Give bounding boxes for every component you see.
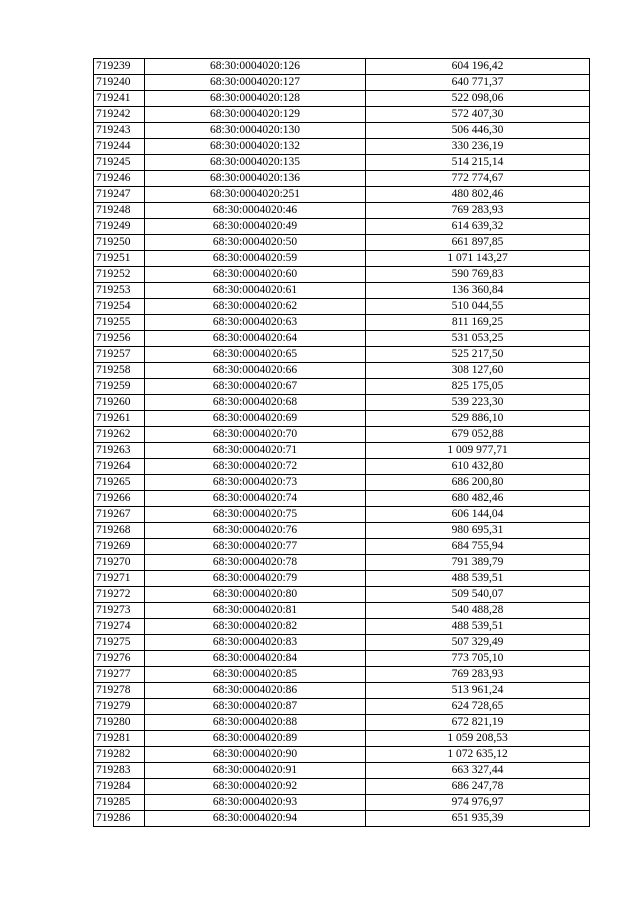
cadastral-value-cell: 1 071 143,27 [366,251,590,267]
cadastral-value-cell: 1 059 208,53 [366,731,590,747]
cadastral-number-cell: 68:30:0004020:90 [145,747,366,763]
cadastral-value-cell: 811 169,25 [366,315,590,331]
table-row [94,731,590,747]
record-number-cell: 719275 [94,635,145,651]
table-row [94,283,590,299]
cadastral-value-cell: 980 695,31 [366,523,590,539]
cadastral-number-cell: 68:30:0004020:76 [145,523,366,539]
cadastral-number-cell: 68:30:0004020:127 [145,75,366,91]
table-row [94,763,590,779]
record-number-cell: 719271 [94,571,145,587]
record-number-cell: 719265 [94,475,145,491]
record-number-cell: 719257 [94,347,145,363]
table-row [94,235,590,251]
table-row [94,203,590,219]
cadastral-number-cell: 68:30:0004020:81 [145,603,366,619]
table-row [94,107,590,123]
cadastral-value-cell: 1 072 635,12 [366,747,590,763]
record-number-cell: 719266 [94,491,145,507]
cadastral-number-cell: 68:30:0004020:50 [145,235,366,251]
record-number-cell: 719258 [94,363,145,379]
cadastral-number-cell: 68:30:0004020:66 [145,363,366,379]
table-row [94,331,590,347]
record-number-cell: 719241 [94,91,145,107]
record-number-cell: 719245 [94,155,145,171]
record-number-cell: 719279 [94,699,145,715]
table-row [94,395,590,411]
record-number-cell: 719261 [94,411,145,427]
cadastral-number-cell: 68:30:0004020:251 [145,187,366,203]
cadastral-number-cell: 68:30:0004020:136 [145,171,366,187]
record-number-cell: 719264 [94,459,145,475]
cadastral-value-cell: 791 389,79 [366,555,590,571]
cadastral-number-cell: 68:30:0004020:69 [145,411,366,427]
cadastral-number-cell: 68:30:0004020:88 [145,715,366,731]
table-row [94,795,590,811]
cadastral-value-cell: 507 329,49 [366,635,590,651]
cadastral-number-cell: 68:30:0004020:86 [145,683,366,699]
table-row [94,187,590,203]
table-row [94,667,590,683]
cadastral-value-cell: 509 540,07 [366,587,590,603]
cadastral-value-cell: 686 200,80 [366,475,590,491]
cadastral-number-cell: 68:30:0004020:94 [145,811,366,827]
table-row [94,683,590,699]
cadastral-number-cell: 68:30:0004020:63 [145,315,366,331]
table-row [94,251,590,267]
cadastral-number-cell: 68:30:0004020:126 [145,59,366,75]
cadastral-number-cell: 68:30:0004020:67 [145,379,366,395]
cadastral-value-cell: 661 897,85 [366,235,590,251]
record-number-cell: 719274 [94,619,145,635]
cadastral-value-cell: 540 488,28 [366,603,590,619]
cadastral-value-cell: 531 053,25 [366,331,590,347]
cadastral-value-cell: 610 432,80 [366,459,590,475]
cadastral-number-cell: 68:30:0004020:83 [145,635,366,651]
cadastral-number-cell: 68:30:0004020:64 [145,331,366,347]
document-page [93,58,590,827]
record-number-cell: 719244 [94,139,145,155]
cadastral-value-cell: 488 539,51 [366,619,590,635]
record-number-cell: 719285 [94,795,145,811]
cadastral-value-cell: 539 223,30 [366,395,590,411]
cadastral-number-cell: 68:30:0004020:132 [145,139,366,155]
cadastral-number-cell: 68:30:0004020:128 [145,91,366,107]
cadastral-number-cell: 68:30:0004020:75 [145,507,366,523]
table-row [94,411,590,427]
record-number-cell: 719254 [94,299,145,315]
record-number-cell: 719255 [94,315,145,331]
cadastral-value-cell: 308 127,60 [366,363,590,379]
cadastral-number-cell: 68:30:0004020:78 [145,555,366,571]
cadastral-value-cell: 506 446,30 [366,123,590,139]
record-number-cell: 719251 [94,251,145,267]
record-number-cell: 719270 [94,555,145,571]
cadastral-value-cell: 640 771,37 [366,75,590,91]
cadastral-number-cell: 68:30:0004020:74 [145,491,366,507]
cadastral-value-cell: 684 755,94 [366,539,590,555]
record-number-cell: 719260 [94,395,145,411]
cadastral-number-cell: 68:30:0004020:60 [145,267,366,283]
table-row [94,347,590,363]
table-row [94,619,590,635]
record-number-cell: 719267 [94,507,145,523]
table-row [94,635,590,651]
cadastral-value-cell: 663 327,44 [366,763,590,779]
cadastral-number-cell: 68:30:0004020:87 [145,699,366,715]
record-number-cell: 719272 [94,587,145,603]
record-number-cell: 719240 [94,75,145,91]
cadastral-value-cell: 651 935,39 [366,811,590,827]
cadastral-number-cell: 68:30:0004020:72 [145,459,366,475]
table-row [94,779,590,795]
record-number-cell: 719253 [94,283,145,299]
table-row [94,267,590,283]
cadastral-number-cell: 68:30:0004020:71 [145,443,366,459]
table-row [94,491,590,507]
table-row [94,571,590,587]
cadastral-value-cell: 769 283,93 [366,203,590,219]
cadastral-number-cell: 68:30:0004020:85 [145,667,366,683]
table-row [94,699,590,715]
record-number-cell: 719242 [94,107,145,123]
record-number-cell: 719273 [94,603,145,619]
record-number-cell: 719286 [94,811,145,827]
table-row [94,427,590,443]
cadastral-number-cell: 68:30:0004020:49 [145,219,366,235]
cadastral-number-cell: 68:30:0004020:91 [145,763,366,779]
cadastral-number-cell: 68:30:0004020:80 [145,587,366,603]
cadastral-value-cell: 606 144,04 [366,507,590,523]
table-row [94,219,590,235]
cadastral-number-cell: 68:30:0004020:68 [145,395,366,411]
cadastral-value-cell: 624 728,65 [366,699,590,715]
table-row [94,299,590,315]
cadastral-value-cell: 529 886,10 [366,411,590,427]
cadastral-number-cell: 68:30:0004020:135 [145,155,366,171]
table-row [94,747,590,763]
cadastral-number-cell: 68:30:0004020:93 [145,795,366,811]
cadastral-number-cell: 68:30:0004020:65 [145,347,366,363]
table-row [94,459,590,475]
record-number-cell: 719239 [94,59,145,75]
cadastral-value-cell: 614 639,32 [366,219,590,235]
cadastral-number-cell: 68:30:0004020:89 [145,731,366,747]
cadastral-value-cell: 488 539,51 [366,571,590,587]
table-row [94,315,590,331]
table-row [94,475,590,491]
record-number-cell: 719277 [94,667,145,683]
table-row [94,379,590,395]
record-number-cell: 719278 [94,683,145,699]
record-number-cell: 719283 [94,763,145,779]
record-number-cell: 719284 [94,779,145,795]
record-number-cell: 719259 [94,379,145,395]
cadastral-value-cell: 825 175,05 [366,379,590,395]
cadastral-number-cell: 68:30:0004020:73 [145,475,366,491]
cadastral-number-cell: 68:30:0004020:62 [145,299,366,315]
cadastral-value-cell: 572 407,30 [366,107,590,123]
table-row [94,587,590,603]
table-row [94,171,590,187]
cadastral-value-cell: 1 009 977,71 [366,443,590,459]
record-number-cell: 719280 [94,715,145,731]
cadastral-value-cell: 679 052,88 [366,427,590,443]
cadastral-value-cell: 525 217,50 [366,347,590,363]
table-row [94,603,590,619]
cadastral-number-cell: 68:30:0004020:46 [145,203,366,219]
record-number-cell: 719246 [94,171,145,187]
cadastral-value-cell: 513 961,24 [366,683,590,699]
table-row [94,59,590,75]
cadastral-value-cell: 514 215,14 [366,155,590,171]
cadastral-number-cell: 68:30:0004020:129 [145,107,366,123]
cadastral-number-cell: 68:30:0004020:59 [145,251,366,267]
cadastral-value-cell: 769 283,93 [366,667,590,683]
cadastral-value-cell: 772 774,67 [366,171,590,187]
cadastral-value-table [93,58,590,827]
record-number-cell: 719249 [94,219,145,235]
cadastral-number-cell: 68:30:0004020:61 [145,283,366,299]
table-row [94,539,590,555]
record-number-cell: 719268 [94,523,145,539]
record-number-cell: 719243 [94,123,145,139]
table-row [94,363,590,379]
record-number-cell: 719281 [94,731,145,747]
cadastral-value-cell: 590 769,83 [366,267,590,283]
cadastral-value-cell: 680 482,46 [366,491,590,507]
cadastral-number-cell: 68:30:0004020:79 [145,571,366,587]
table-row [94,555,590,571]
record-number-cell: 719248 [94,203,145,219]
table-row [94,91,590,107]
table-row [94,443,590,459]
record-number-cell: 719252 [94,267,145,283]
cadastral-value-cell: 330 236,19 [366,139,590,155]
cadastral-number-cell: 68:30:0004020:130 [145,123,366,139]
cadastral-value-cell: 686 247,78 [366,779,590,795]
record-number-cell: 719282 [94,747,145,763]
cadastral-number-cell: 68:30:0004020:82 [145,619,366,635]
cadastral-value-cell: 522 098,06 [366,91,590,107]
table-row [94,507,590,523]
table-row [94,811,590,827]
cadastral-number-cell: 68:30:0004020:70 [145,427,366,443]
cadastral-value-cell: 773 705,10 [366,651,590,667]
table-row [94,523,590,539]
cadastral-value-cell: 136 360,84 [366,283,590,299]
table-row [94,75,590,91]
record-number-cell: 719276 [94,651,145,667]
cadastral-number-cell: 68:30:0004020:77 [145,539,366,555]
table-body [94,59,590,827]
cadastral-number-cell: 68:30:0004020:92 [145,779,366,795]
cadastral-value-cell: 604 196,42 [366,59,590,75]
cadastral-value-cell: 672 821,19 [366,715,590,731]
record-number-cell: 719250 [94,235,145,251]
record-number-cell: 719263 [94,443,145,459]
record-number-cell: 719269 [94,539,145,555]
record-number-cell: 719262 [94,427,145,443]
table-row [94,139,590,155]
cadastral-value-cell: 480 802,46 [366,187,590,203]
cadastral-value-cell: 974 976,97 [366,795,590,811]
cadastral-number-cell: 68:30:0004020:84 [145,651,366,667]
record-number-cell: 719247 [94,187,145,203]
record-number-cell: 719256 [94,331,145,347]
cadastral-value-cell: 510 044,55 [366,299,590,315]
table-row [94,155,590,171]
table-row [94,123,590,139]
table-row [94,651,590,667]
table-row [94,715,590,731]
